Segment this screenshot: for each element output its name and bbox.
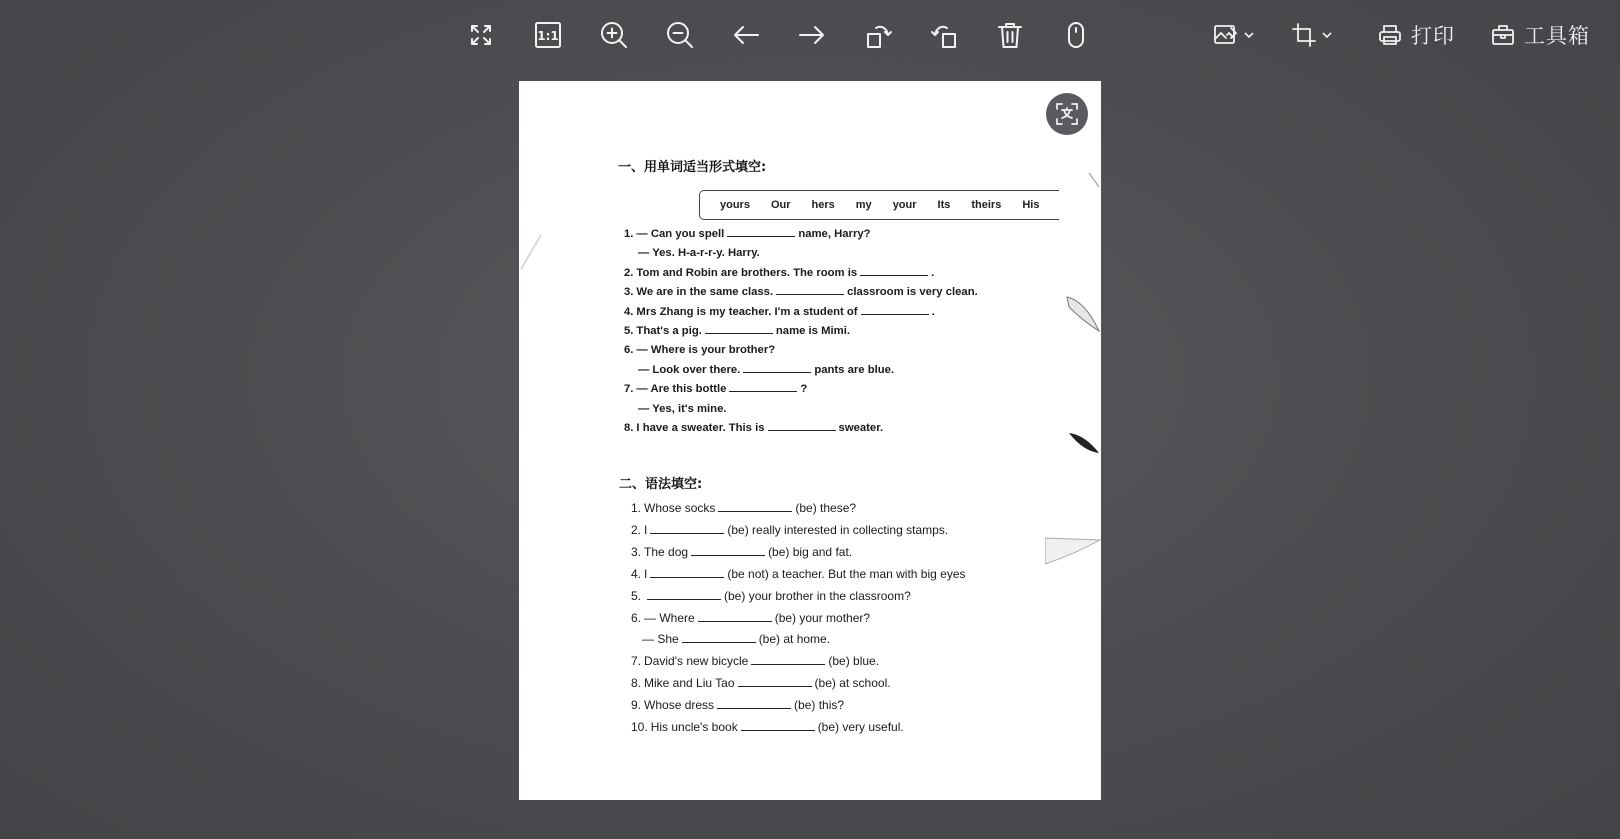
question-text: (be) at home. — [758, 632, 831, 647]
answer-blank — [768, 429, 836, 431]
question-number: 3. — [624, 286, 634, 299]
answer-blank — [751, 663, 825, 665]
question-text: . — [931, 266, 935, 279]
question-number: 6. — [624, 344, 634, 357]
question-text: pants are blue. — [814, 363, 895, 376]
question-number: 8. — [624, 422, 634, 434]
toolbox-button[interactable] — [1491, 18, 1590, 52]
question-row — [624, 286, 978, 298]
question-text: The dog — [644, 544, 689, 559]
question-row — [624, 422, 883, 434]
answer-blank — [861, 313, 929, 315]
answer-blank — [647, 598, 721, 600]
question-text: (be) your brother in the classroom? — [724, 588, 911, 603]
word-bank-item: Its — [937, 199, 951, 211]
question-number: 5. — [631, 588, 642, 603]
zoom-out-icon[interactable] — [663, 18, 697, 52]
question-number: 8. — [631, 676, 642, 691]
crop-dropdown[interactable] — [1291, 18, 1333, 52]
question-row — [642, 632, 830, 646]
question-number: 2. — [631, 522, 642, 537]
answer-blank — [718, 510, 792, 512]
question-row — [631, 523, 948, 537]
question-text: classroom is very clean. — [847, 286, 978, 299]
answer-blank — [741, 729, 815, 731]
image-edit-icon — [1213, 22, 1239, 48]
question-text: We are in the same class. — [636, 286, 774, 299]
question-text: Whose socks — [644, 501, 716, 515]
question-text: (be) blue. — [828, 654, 880, 669]
printer-icon — [1378, 23, 1402, 47]
question-text: (be) your mother? — [774, 610, 871, 625]
question-text: — Where is your brother? — [636, 344, 776, 357]
question-row — [624, 228, 871, 240]
answer-blank — [776, 293, 844, 295]
image-edit-dropdown[interactable] — [1213, 18, 1255, 52]
question-row — [631, 720, 904, 734]
question-number: 10. — [631, 720, 648, 734]
answer-blank — [698, 620, 772, 622]
fullscreen-icon[interactable] — [464, 18, 498, 52]
zoom-in-icon[interactable] — [597, 18, 631, 52]
question-row — [624, 344, 775, 356]
answer-blank — [682, 641, 756, 643]
word-bank-item: my — [855, 199, 872, 211]
question-number: 4. — [624, 305, 634, 318]
question-text: — Where — [644, 610, 695, 625]
answer-blank — [738, 685, 812, 687]
section2-title: 二、语法填空: — [619, 477, 703, 492]
question-row — [631, 676, 891, 690]
question-row — [631, 611, 870, 625]
question-number: 2. — [624, 266, 634, 279]
answer-blank — [717, 707, 791, 709]
toolbox-label: 工具箱 — [1524, 24, 1590, 48]
question-text: Mrs Zhang is my teacher. I'm a student of — [636, 305, 858, 318]
question-row — [638, 364, 894, 376]
answer-blank — [650, 532, 724, 534]
print-button[interactable] — [1378, 18, 1455, 52]
document-page — [519, 81, 1101, 800]
question-row — [624, 267, 934, 279]
question-text: — Look over there. — [638, 363, 741, 376]
question-row — [631, 589, 911, 603]
viewer-toolbar — [0, 0, 1620, 72]
question-text: — Yes, it's mine. — [638, 402, 727, 415]
question-text: (be) really interested in collecting stamps. — [727, 522, 949, 537]
question-text: — Are this bottle — [636, 383, 727, 396]
question-row — [631, 654, 879, 668]
delete-icon[interactable] — [993, 18, 1027, 52]
question-text: Tom and Robin are brothers. The room is — [636, 266, 858, 279]
question-number: 6. — [631, 610, 642, 625]
question-row — [624, 306, 935, 318]
question-text: (be) big and fat. — [768, 544, 853, 559]
answer-blank — [650, 576, 724, 578]
chevron-down-icon — [1321, 29, 1333, 41]
question-text: I — [644, 566, 648, 581]
question-row — [638, 247, 760, 259]
question-number: 4. — [631, 566, 642, 581]
print-label: 打印 — [1411, 24, 1455, 48]
scan-smudge — [1067, 429, 1101, 457]
question-number: 1. — [624, 228, 634, 240]
question-row — [631, 501, 856, 515]
question-number: 3. — [631, 544, 642, 559]
answer-blank — [729, 390, 797, 392]
question-text: (be) at school. — [814, 676, 891, 691]
section1-title: 一、用单词适当形式填空: — [618, 160, 767, 175]
actual-size-icon[interactable] — [531, 18, 565, 52]
question-row — [631, 698, 844, 712]
answer-blank — [691, 554, 765, 556]
toolbox-icon — [1491, 23, 1515, 47]
text-recognition-icon — [1054, 101, 1080, 127]
question-row — [631, 567, 966, 581]
mouse-icon[interactable] — [1059, 18, 1093, 52]
question-text: (be not) a teacher. But the man with big eyes — [727, 566, 966, 581]
question-text: name, Harry? — [798, 228, 871, 240]
question-text: Whose dress — [644, 698, 715, 713]
question-number: 7. — [624, 383, 634, 396]
question-row — [624, 325, 850, 337]
question-text: (be) these? — [795, 501, 857, 515]
question-row — [631, 545, 852, 559]
question-text: That's a pig. — [636, 325, 702, 337]
word-bank-item: hers — [811, 199, 835, 211]
word-bank-item: yours — [720, 199, 750, 211]
scan-smudge — [519, 231, 549, 271]
answer-blank — [743, 371, 811, 373]
svg-text:1:1: 1:1 — [537, 29, 559, 43]
crop-icon — [1291, 22, 1317, 48]
question-text: (be) very useful. — [817, 720, 904, 734]
question-text: . — [931, 305, 935, 318]
question-number: 9. — [631, 698, 642, 713]
next-arrow-icon[interactable] — [795, 18, 829, 52]
question-text: I — [644, 522, 648, 537]
question-row — [638, 403, 727, 415]
scan-smudge — [1045, 536, 1101, 566]
rotate-left-icon[interactable] — [862, 18, 896, 52]
question-text: I have a sweater. This is — [636, 422, 765, 434]
question-text: His uncle's book — [650, 720, 738, 734]
question-number: 7. — [631, 654, 642, 669]
question-text: — Can you spell — [636, 228, 725, 240]
word-bank-item: His — [1022, 199, 1040, 211]
question-text: — She — [642, 632, 679, 647]
question-text: Mike and Liu Tao — [644, 676, 735, 691]
answer-blank — [705, 332, 773, 334]
question-row — [624, 383, 807, 395]
question-text: David's new bicycle — [644, 654, 749, 669]
word-bank-item: your — [892, 199, 917, 211]
question-text: ? — [800, 383, 808, 396]
chevron-down-icon — [1243, 29, 1255, 41]
scan-smudge — [1087, 171, 1101, 191]
word-bank-item: Our — [770, 199, 791, 211]
rotate-right-icon[interactable] — [927, 18, 961, 52]
question-text: (be) this? — [794, 698, 845, 713]
prev-arrow-icon[interactable] — [729, 18, 763, 52]
question-number: 1. — [631, 501, 642, 515]
question-text: sweater. — [838, 422, 884, 434]
answer-blank — [727, 235, 795, 237]
word-bank-item: theirs — [971, 199, 1002, 211]
word-bank — [699, 190, 1059, 220]
scan-smudge — [1065, 295, 1101, 335]
question-text: — Yes. H-a-r-r-y. Harry. — [638, 247, 760, 260]
answer-blank — [860, 274, 928, 276]
question-text: name is Mimi. — [775, 325, 850, 337]
question-number: 5. — [624, 325, 634, 337]
ocr-button[interactable] — [1046, 93, 1088, 135]
